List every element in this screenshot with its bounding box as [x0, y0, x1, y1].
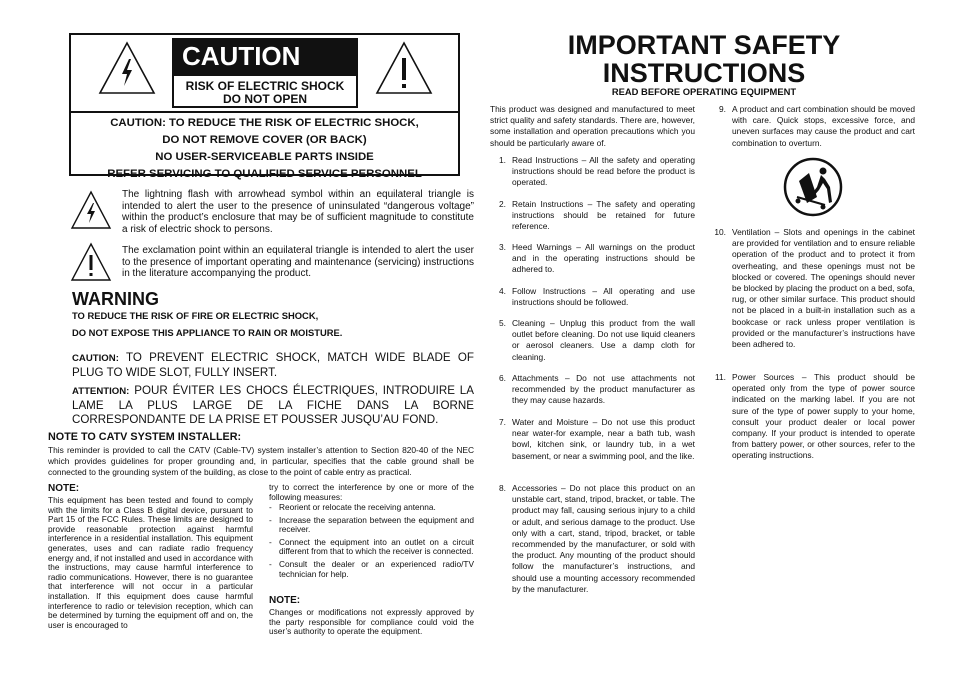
lightning-explanation: The lightning flash with arrowhead symbol within an equilateral triangle is intended to alert the user to the presence of uninsulated “dangerous voltage” within the product’s enclosure that may be of sufficient magnitude to constitute a risk of electric shock to persons. — [122, 189, 474, 235]
measures-list — [269, 503, 474, 581]
plug-attention — [72, 384, 474, 427]
lightning-triangle-icon — [70, 190, 112, 230]
caution-subtitle-line1: RISK OF ELECTRIC SHOCK — [185, 79, 345, 93]
catv-heading: NOTE TO CATV SYSTEM INSTALLER: — [48, 431, 242, 443]
plug-caution — [72, 351, 474, 380]
catv-text: This reminder is provided to call the CATV (Cable-TV) system installer’s attention to Section 820-40 of the NEC which provides guidelines for proper grounding and, in particular, specifies that the cable ground shall be connected to the grounding system of the building, as close to the point of cable entry as practical. — [48, 445, 474, 477]
note-continued: try to correct the interference by one or more of the following measures: — [269, 482, 474, 502]
plug-caution-text: TO PREVENT ELECTRIC SHOCK, MATCH WIDE BLADE OF PLUG TO WIDE SLOT, FULLY INSERT. — [72, 351, 474, 379]
exclamation-triangle-icon — [70, 242, 112, 282]
caution-line: REFER SERVICING TO QUALIFIED SERVICE PERSONNEL — [107, 168, 422, 180]
safety-title-line1: IMPORTANT SAFETY — [567, 30, 841, 60]
note-heading: NOTE: — [48, 483, 80, 494]
safety-intro: This product was designed and manufactured to meet strict quality and safety standards. There are, however, some installation and operation precautions which you should be particularly aware of. — [490, 104, 695, 148]
note2-text: Changes or modifications not expressly approved by the party responsible for compliance could void the user’s authority to operate the equipment. — [269, 607, 474, 637]
caution-text — [71, 115, 458, 183]
measure-item: - Reorient or relocate the receiving antenna. — [269, 502, 436, 512]
warning-line2: DO NOT EXPOSE THIS APPLIANCE TO RAIN OR MOISTURE. — [72, 327, 343, 338]
plug-attention-label: ATTENTION: — [72, 386, 130, 397]
exclamation-explanation: The exclamation point within an equilateral triangle is intended to alert the user to the presence of important operating and maintenance (servicing) instructions in the literature accompanying the product. — [122, 245, 474, 279]
exclamation-triangle-icon — [375, 41, 433, 95]
cart-tip-over-icon — [783, 157, 843, 217]
caution-title: CAUTION — [172, 38, 358, 74]
measure-item: - Consult the dealer or an experienced radio/TV technician for help. — [269, 558, 474, 579]
warning-heading: WARNING — [72, 289, 159, 309]
note-text: This equipment has been tested and found to comply with the limits for a Class B digital device, pursuant to Part 15 of the FCC Rules. These limits are designed to provide reasonable protection against harmful interference in a residential installation. This equipment generates, uses and can radiate radio frequency energy and, if not installed and used in accordance with the instructions, may cause harmful interference to radio communications. However, there is no guarantee that interference will not occur in a particular installation. If this equipment does cause harmful interference to radio or television reception, which can be determined by turning the equipment off and on, the user is encouraged to — [48, 495, 253, 630]
caution-line: DO NOT REMOVE COVER (OR BACK) — [162, 134, 367, 146]
plug-caution-label: CAUTION: — [72, 353, 119, 364]
caution-line: CAUTION: TO REDUCE THE RISK OF ELECTRIC SHOCK, — [110, 117, 419, 129]
measure-item: - Increase the separation between the equipment and receiver. — [269, 514, 474, 535]
plug-attention-text: POUR ÉVITER LES CHOCS ÉLECTRIQUES, INTRODUIRE LA LAME LA PLUS LARGE DE LA FICHE DANS LA BORNE CORRESPONDANTE DE LA PRISE ET POUSSER JUSQU’AU FOND. — [72, 384, 474, 426]
caution-line: NO USER-SERVICEABLE PARTS INSIDE — [155, 151, 374, 163]
safety-title — [560, 31, 848, 87]
caution-box — [69, 33, 460, 180]
safety-subtitle: READ BEFORE OPERATING EQUIPMENT — [611, 86, 797, 97]
note2-heading: NOTE: — [269, 595, 301, 606]
measure-item: - Connect the equipment into an outlet on a circuit different from that to which the receiver is connected. — [269, 536, 474, 557]
caution-header — [71, 35, 458, 113]
caution-subtitle-line2: DO NOT OPEN — [222, 92, 307, 106]
safety-title-line2: INSTRUCTIONS — [602, 58, 806, 88]
warning-line1: TO REDUCE THE RISK OF FIRE OR ELECTRIC SHOCK, — [72, 310, 319, 321]
lightning-triangle-icon — [98, 41, 156, 95]
caution-subtitle — [172, 74, 358, 108]
